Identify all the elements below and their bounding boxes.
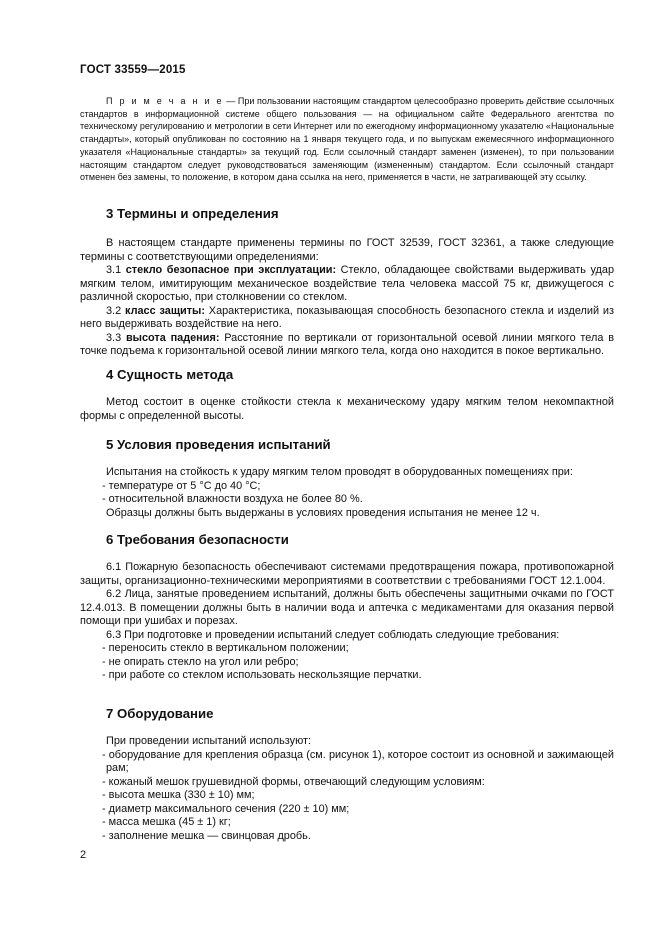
list-item: - относительной влажности воздуха не более 80 %. [102, 493, 363, 505]
section-4-text: Метод состоит в оценке стойкости стекла к механическому удару мягким телом некомпактной формы с определенной высоты. [80, 396, 614, 422]
list-item: - при работе со стеклом использовать нескользящие перчатки. [102, 669, 422, 681]
term-3-2-number: 3.2 [106, 304, 125, 317]
section-3-title: 3 Термины и определения [106, 206, 279, 221]
term-3-3-term: высота падения: [125, 331, 220, 344]
section-4-body [80, 396, 614, 423]
note-text: — При пользовании настоящим стандартом целесообразно проверить действие ссылочных стандартов в информационной системе общего пользования — на официальном сайте Федерального агентства по техническому регулированию и метрологии в сети Интернет или по ежегодному информационному указателю «Национальные стандарты», который опубликован по состоянию на 1 января текущего года, и по выпускам ежемесячного информационного указателя «Национальные стандарты» за текущий год. Если ссылочный стандарт заменен (изменен), то при пользовании настоящим стандартом следует руководствоваться заменяющим (измененным) стандартом. Если ссылочный стандарт отменен без замены, то положение, в котором дана ссылка на него, применяется в части, не затрагивающей эту ссылку. [80, 96, 614, 183]
document-header: ГОСТ 33559—2015 [80, 64, 186, 76]
list-item: - кожаный мешок грушевидной формы, отвечающий следующим условиям: [102, 775, 485, 788]
section-5-body [80, 466, 614, 520]
section-7-title: 7 Оборудование [106, 706, 214, 721]
term-3-3-number: 3.3 [106, 331, 126, 344]
list-item: - диаметр максимального сечения (220 ± 10) мм; [102, 802, 350, 815]
term-3-1-number: 3.1 [106, 264, 126, 276]
list-item: - температуре от 5 °С до 40 °С; [102, 479, 261, 492]
term-3-2-term: класс защиты: [124, 304, 205, 317]
note-label: П р и м е ч а н и е [106, 96, 224, 106]
term-3-1 [80, 264, 614, 305]
note-paragraph [80, 95, 614, 184]
section-4-title: 4 Сущность метода [106, 367, 234, 382]
list-item: - не опирать стекло на угол или ребро; [102, 655, 299, 668]
section-7-intro: При проведении испытаний используют: [106, 735, 312, 747]
section-5-outro: Образцы должны быть выдержаны в условиях проведения испытания не менее 12 ч. [106, 506, 540, 519]
section-5-title: 5 Условия проведения испытаний [106, 437, 331, 452]
term-3-1-definition: Стекло, обладающее свойствами выдерживать удар мягким телом, имитирующим механическое воздействие тела человека массой 75 кг, движущегося с различной скоростью, при столкновении со стеклом. [80, 264, 615, 303]
term-3-2-definition: Характеристика, показывающая способность безопасного стекла и изделий из него выдерживать воздействие на него. [80, 304, 614, 330]
term-3-3 [80, 332, 614, 359]
term-3-2 [80, 305, 614, 332]
term-3-1-term: стекло безопасное при эксплуатации: [125, 264, 337, 276]
list-item: - переносить стекло в вертикальном положении; [102, 642, 349, 654]
section-6-body [80, 561, 614, 683]
section-3-intro: В настоящем стандарте применены термины по ГОСТ 32539, ГОСТ 32361, а также следующие термины с соответствующими определениями: [80, 237, 614, 263]
section-3-body [80, 237, 614, 359]
section-7-body [80, 735, 614, 843]
section-5-intro: Испытания на стойкость к удару мягким телом проводят в оборудованных помещениях при: [106, 466, 573, 478]
clause-6-3: 6.3 При подготовке и проведении испытаний следует соблюдать следующие требования: [106, 628, 560, 641]
section-6-title: 6 Требования безопасности [106, 532, 289, 547]
term-3-3-definition: Расстояние по вертикали от горизонтальной осевой линии мягкого тела в точке подъема к горизонтальной осевой линии мягкого тела, когда оно находится в покое вертикально. [80, 331, 614, 357]
list-item: - масса мешка (45 ± 1) кг; [102, 816, 231, 828]
list-item: - заполнение мешка — свинцовая дробь. [102, 829, 311, 842]
clause-6-2: 6.2 Лица, занятые проведением испытаний, должны быть обеспечены защитными очками по ГОСТ 12.4.013. В помещении должны быть в наличии вода и аптечка с медикаментами для оказания первой помощи при ушибах и порезах. [80, 588, 614, 627]
list-item: - оборудование для крепления образца (см. рисунок 1), которое состоит из основной и зажимающей рам; [102, 748, 614, 774]
list-item: - высота мешка (330 ± 10) мм; [102, 789, 255, 801]
page-number: 2 [80, 849, 87, 861]
clause-6-1: 6.1 Пожарную безопасность обеспечивают системами предотвращения пожара, противопожарной защиты, организационно-техническими мероприятиями в соответствии с требованиями ГОСТ 12.1.004. [80, 561, 614, 587]
